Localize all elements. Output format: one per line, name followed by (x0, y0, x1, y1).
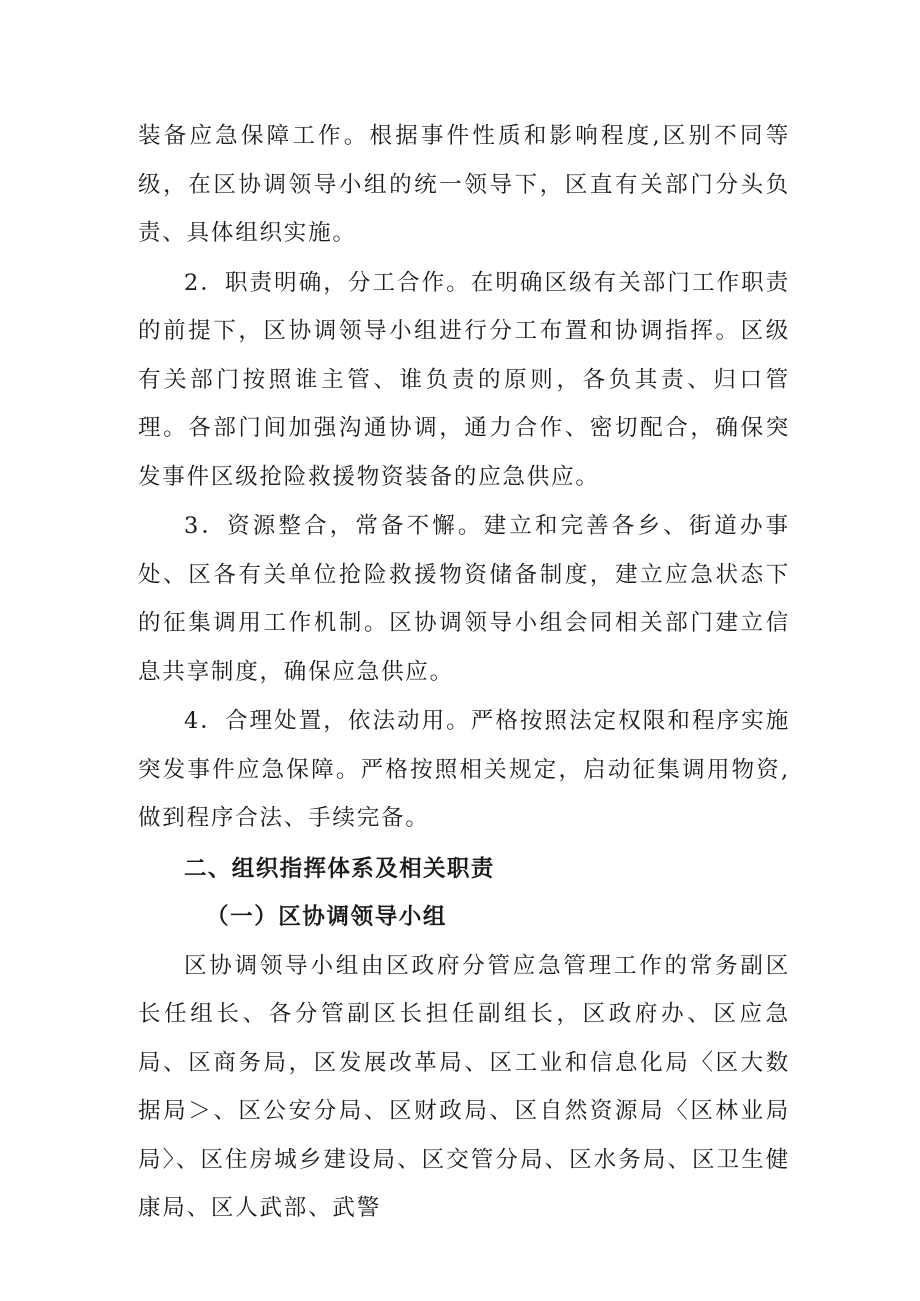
paragraph-item-4: 4．合理处置，依法动用。严格按照法定权限和程序实施突发事件应急保障。严格按照相关规定，启动征集调用物资,做到程序合法、手续完备。 (138, 708, 790, 831)
paragraph-item-2: 2．职责明确，分工合作。在明确区级有关部门工作职责的前提下，区协调领导小组进行分工布置和协调指挥。区级有关部门按照谁主管、谁负责的原则，各负其责、归口管理。各部门间加强沟通协调，通力合作、密切配合，确保突发事件区级抢险救援物资装备的应急供应。 (138, 269, 790, 490)
paragraph-item-3: 3．资源整合，常备不懈。建立和完善各乡、街道办事处、区各有关单位抢险救援物资储备制度，建立应急状态下的征集调用工作机制。区协调领导小组会同相关部门建立信息共享制度，确保应急供应。 (138, 513, 790, 685)
subsection-heading: （一）区协调领导小组 (206, 904, 448, 930)
section-heading: 二、组织指挥体系及相关职责 (184, 855, 495, 882)
paragraph-continuation: 装备应急保障工作。根据事件性质和影响程度,区别不同等级，在区协调领导小组的统一领导下，区直有关部门分头负责、具体组织实施。 (138, 123, 790, 246)
paragraph-leadership-group: 区协调领导小组由区政府分管应急管理工作的常务副区长任组长、各分管副区长担任副组长，区政府办、区应急局、区商务局，区发展改革局、区工业和信息化局〈区大数据局＞、区公安分局、区财政局、区自然资源局〈区林业局局〉、区住房城乡建设局、区交管分局、区水务局、区卫生健康局、区人武部、武警 (138, 952, 790, 1221)
document-page (138, 112, 790, 1233)
